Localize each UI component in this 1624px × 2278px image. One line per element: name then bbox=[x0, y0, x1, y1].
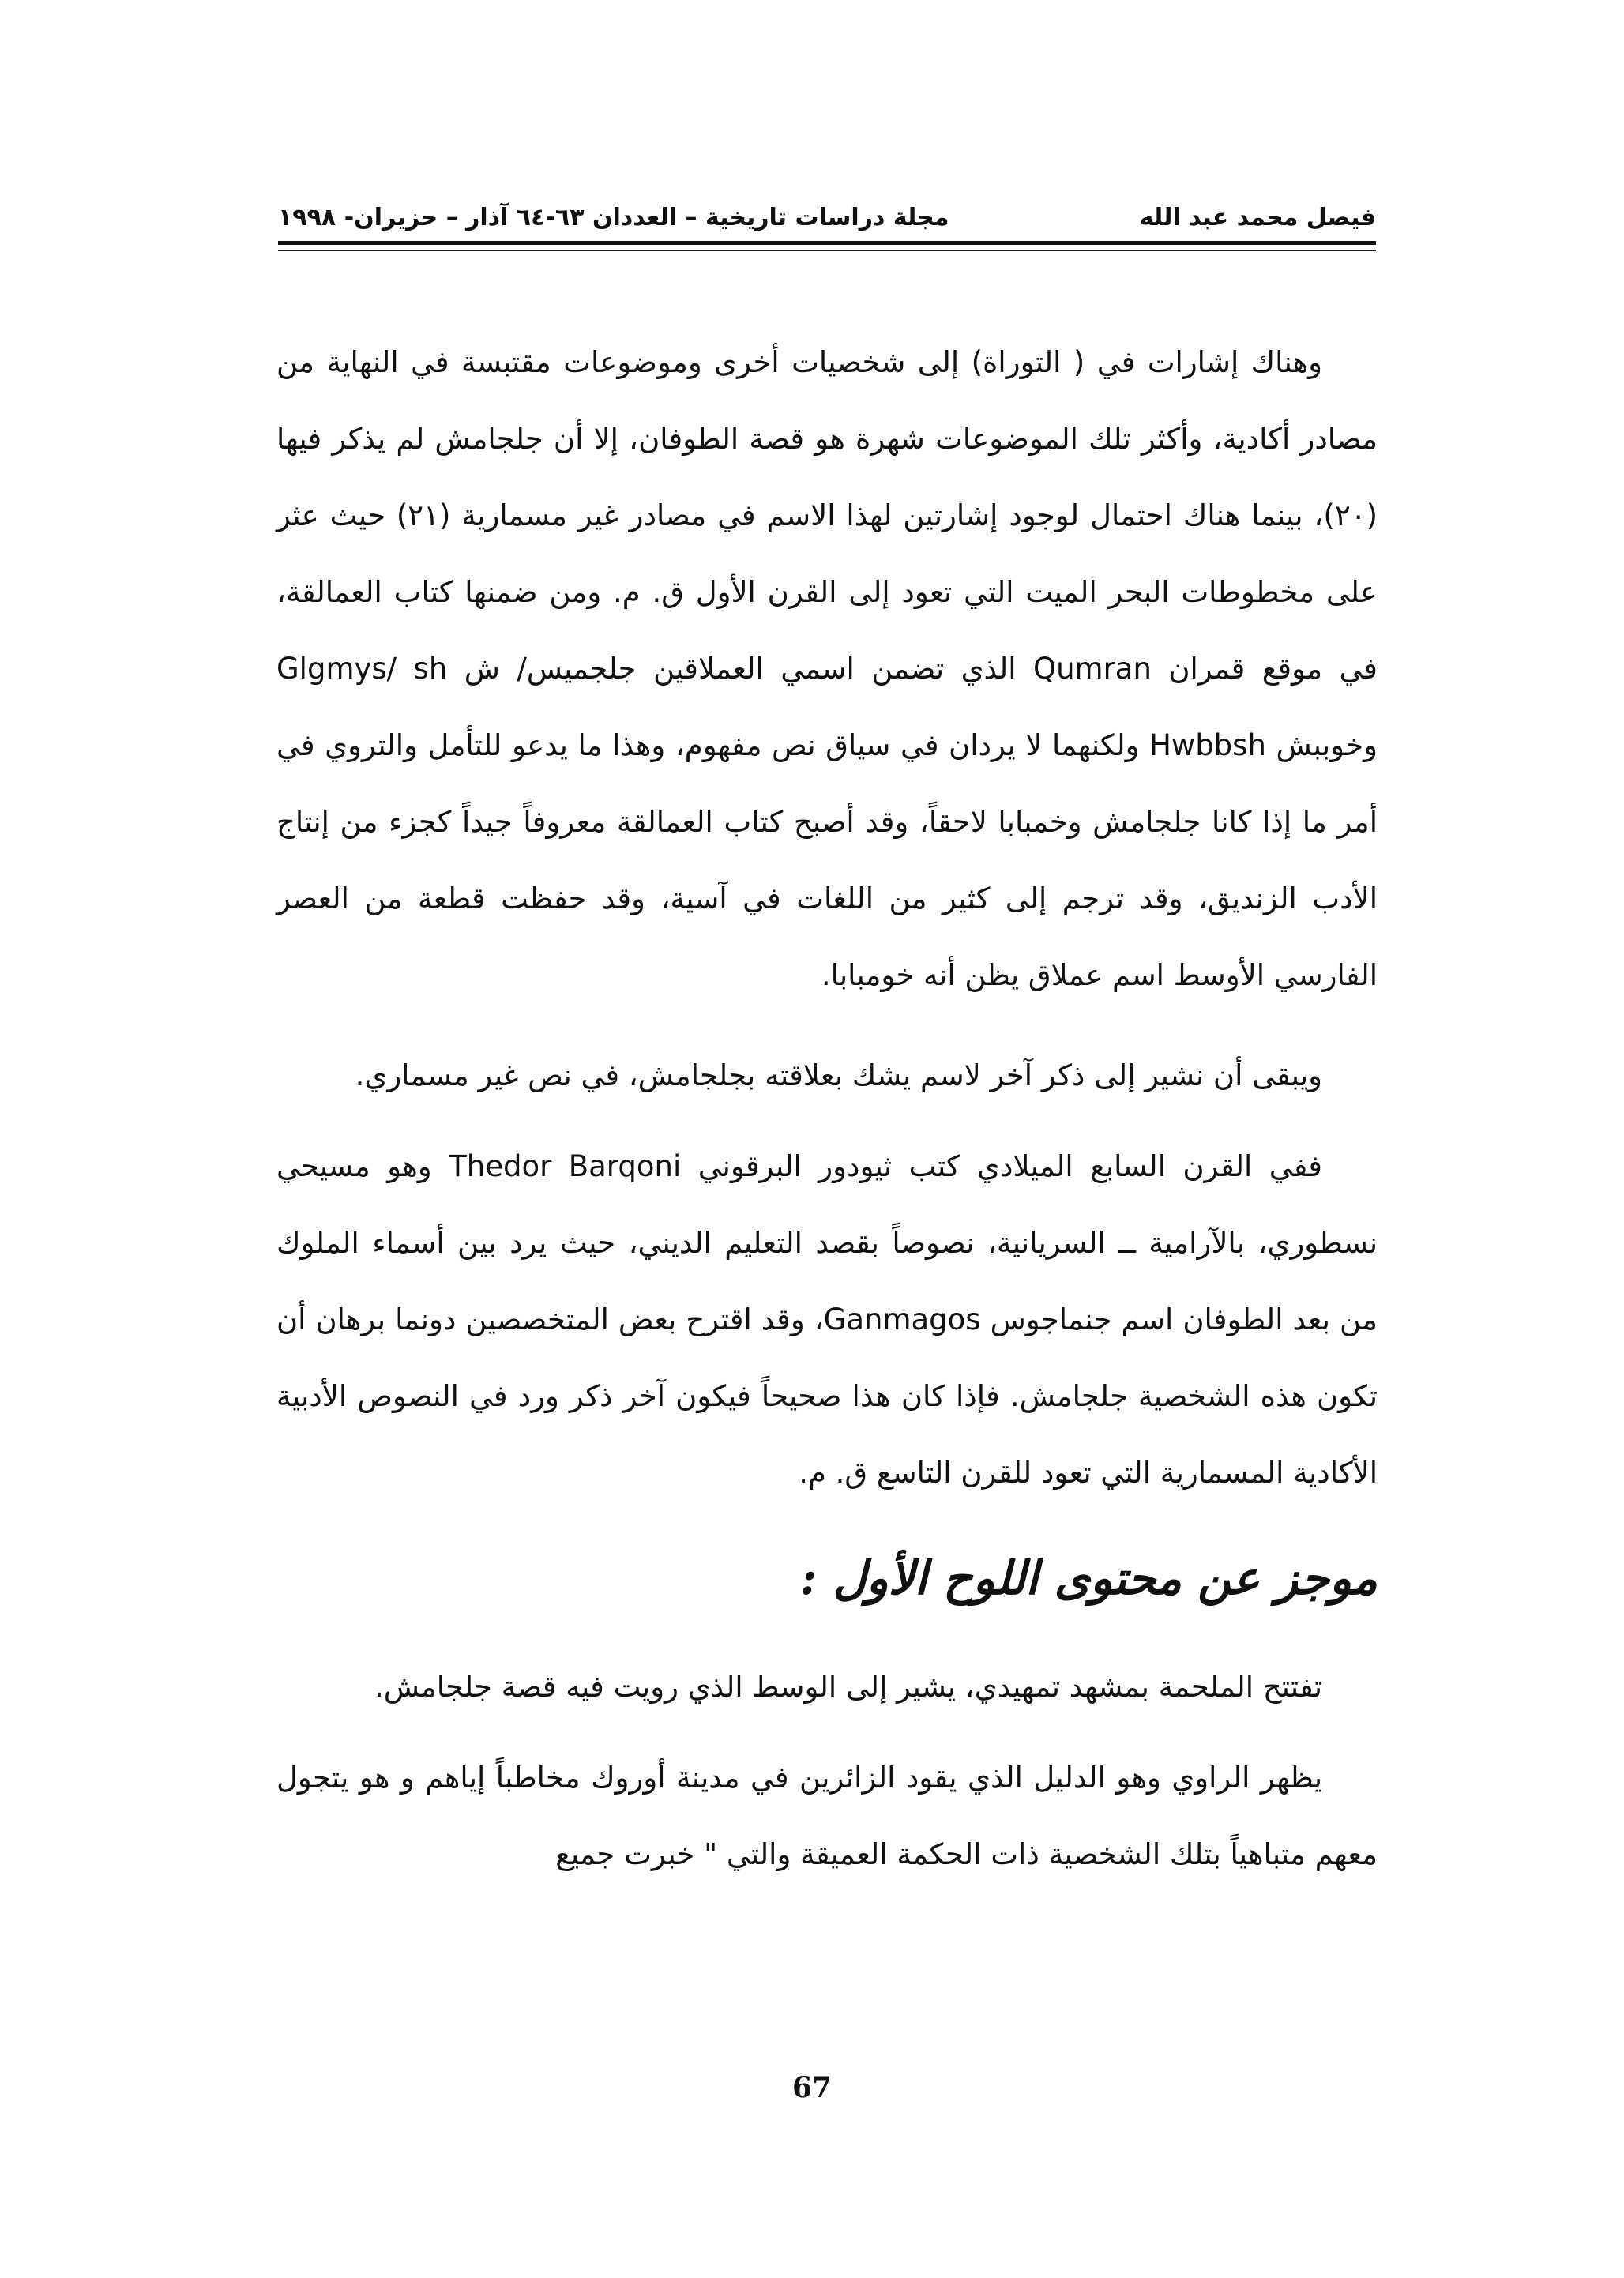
header-journal-title: مجلة دراسات تاريخية – العددان ٦٣-٦٤ آذار – حزيران- ١٩٩٨ bbox=[278, 203, 949, 231]
header-author-name: فيصل محمد عبد الله bbox=[1139, 203, 1376, 231]
paragraph-2: ويبقى أن نشير إلى ذكر آخر لاسم يشك بعلاقته بجلجامش، في نص غير مسماري. bbox=[355, 1058, 1322, 1092]
section-heading: موجز عن محتوى اللوح الأول : bbox=[799, 1551, 1378, 1605]
paragraph-3: ففي القرن السابع الميلادي كتب ثيودور البرقوني Thedor Barqoni وهو مسيحي نسطوري، بالآرامية ــ السريانية، نصوصاً بقصد التعليم الديني، حيث يرد بين أسماء الملوك من بعد الطوفان اسم جنماجوس Ganmagos، وقد اقترح بعض المتخصصين دونما برهان أن تكون هذه الشخصية جلجامش. فإذا كان هذا صحيحاً فيكون آخر ذكر ورد في النصوص الأدبية الأكادية المسمارية التي تعود للقرن التاسع ق. م. bbox=[276, 1149, 1378, 1490]
header-rule-thick bbox=[278, 241, 1376, 245]
running-header bbox=[278, 197, 1376, 237]
page-number: 67 bbox=[791, 2071, 833, 2104]
header-rule-thin bbox=[278, 250, 1376, 251]
body-text bbox=[276, 324, 1378, 1916]
paragraph-1: وهناك إشارات في ( التوراة) إلى شخصيات أخرى وموضوعات مقتبسة في النهاية من مصادر أكادية، وأكثر تلك الموضوعات شهرة هو قصة الطوفان، إلا أن جلجامش لم يذكر فيها (٢٠)، بينما هناك احتمال لوجود إشارتين لهذا الاسم في مصادر غير مسمارية (٢١) حيث عثر على مخطوطات البحر الميت التي تعود إلى القرن الأول ق. م. ومن ضمنها كتاب العمالقة، في موقع قمران Qumran الذي تضمن اسمي العملاقين جلجميس/ ش Glgmys/ sh وخوببش Hwbbsh ولكنهما لا يردان في سياق نص مفهوم، وهذا ما يدعو للتأمل والتروي في أمر ما إذا كانا جلجامش وخمبابا لاحقاً، وقد أصبح كتاب العمالقة معروفاً جيداً كجزء من إنتاج الأدب الزنديق، وقد ترجم إلى كثير من اللغات في آسية، وقد حفظت قطعة من العصر الفارسي الأوسط اسم عملاق يظن أنه خومبابا. bbox=[276, 345, 1378, 992]
paragraph-4: تفتتح الملحمة بمشهد تمهيدي، يشير إلى الوسط الذي رويت فيه قصة جلجامش. bbox=[374, 1670, 1322, 1704]
paragraph-5: يظهر الراوي وهو الدليل الذي يقود الزائرين في مدينة أوروك مخاطباً إياهم و هو يتجول معهم متباهياً بتلك الشخصية ذات الحكمة العميقة والتي " خبرت جميع bbox=[276, 1761, 1378, 1871]
